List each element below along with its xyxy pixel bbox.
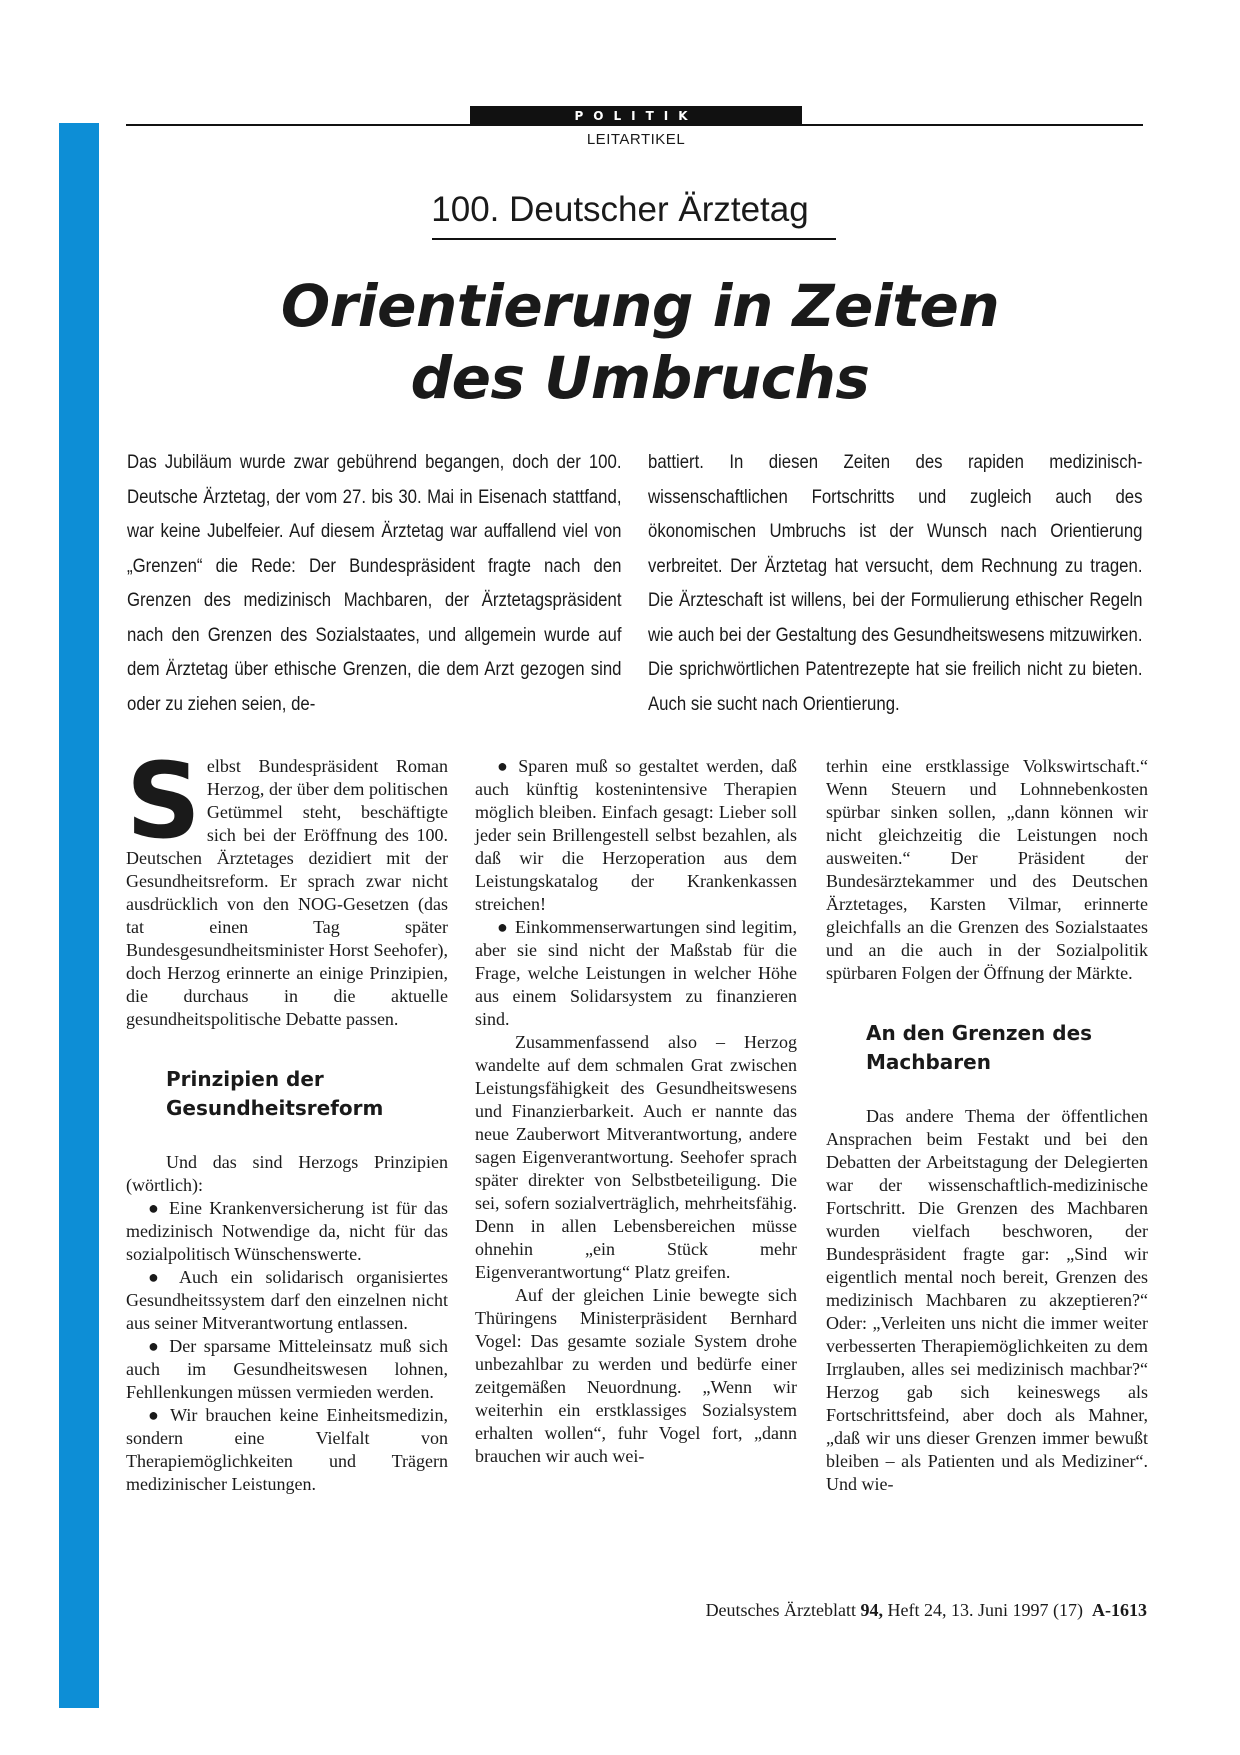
subsection-label: LEITARTIKEL: [586, 131, 686, 148]
paragraph: Das andere Thema der öffentlichen Ansprachen beim Festakt und bei den Debatten der Arbeitstagung der Delegierten war der wissenschaftlich-medizinische Fortschritt. Die Grenzen des Machbaren wurden vielfach beschworen, der Bundespräsident fragte gar: „Sind wir eigentlich mental noch bereit, Grenzen des medizinisch Machbaren zu akzeptieren?“ Oder: „Verleiten uns nicht die immer weiter verbesserten Therapiemöglichkeiten zu dem Irrglauben, alles sei medizinisch machbar?“ Herzog gab sich keineswegs als Fortschrittsfeind, aber doch als Mahner, „daß wir uns dieser Grenzen immer bewußt bleiben – als Patienten und als Mediziner“. Und wie-: [826, 1106, 1148, 1494]
bullet-item: ● Auch ein solidarisch organisiertes Gesundheitssystem darf den einzelnen nicht aus seiner Mitverantwortung entlassen.: [126, 1267, 448, 1333]
headline-line-1: Orientierung in Zeiten: [280, 272, 1000, 340]
paragraph: terhin eine erstklassige Volkswirtschaft.“ Wenn Steuern und Lohnnebenkosten spürbar sinken sollen, „dann können wir nicht gleichzeitig die Leistungen noch ausweiten.“ Der Präsident der Bundesärztekammer und des Deutschen Ärztetages, Karsten Vilmar, erinnerte gleichfalls an die Grenzen des Sozialstaates und an die auch in der Sozialpolitik spürbaren Folgen der Öffnung der Märkte.: [826, 756, 1148, 983]
section-rubric: POLITIK: [470, 106, 802, 126]
bullet-item: ● Einkommenserwartungen sind legitim, aber sie sind nicht der Maßstab für die Frage, welche Leistungen in welcher Höhe aus einem Solidarsystem zu finanzieren sind.: [475, 917, 797, 1029]
lead-column-2: battiert. In diesen Zeiten des rapiden medizinisch-wissenschaftlichen Fortschritts und zugleich auch des ökonomischen Umbruchs ist der Wunsch nach Orientierung verbreitet. Der Ärztetag hat versucht, dem Rechnung zu tragen. Die Ärzteschaft ist willens, bei der Formulierung ethischer Regeln wie auch bei der Gestaltung des Gesundheitswesens mitzuwirken. Die sprichwörtlichen Patentrezepte hat sie freilich nicht zu bieten. Auch sie sucht nach Orientierung.: [648, 451, 1143, 715]
page-footer: [706, 1600, 1147, 1621]
subheading-principles: Prinzipien der Gesundheitsreform: [166, 1067, 384, 1120]
kicker-title: 100. Deutscher Ärztetag: [431, 190, 809, 229]
journal-name: Deutsches Ärzteblatt: [705, 1600, 857, 1620]
body-column-1: [126, 740, 448, 1496]
body-column-3: [826, 755, 1148, 1496]
issue-info: Heft 24, 13. Juni 1997 (17): [887, 1600, 1083, 1620]
bullet-item: ● Wir brauchen keine Einheitsmedizin, sondern eine Vielfalt von Therapiemöglichkeiten und Trägern medizinischer Leistungen.: [126, 1405, 448, 1494]
drop-cap: S: [126, 740, 201, 862]
opening-text: elbst Bundespräsident Roman Herzog, der über dem politischen Getümmel steht, beschäftigte sich bei der Eröffnung des 100. Deutschen Ärztetages dezidiert mit der Gesundheitsreform. Er sprach zwar nicht ausdrücklich von den NOG-Gesetzen (das tat einen Tag später Bundesgesundheitsminister Horst Seehofer), doch Herzog erinnerte an einige Prinzipien, die durchaus in die aktuelle gesundheitspolitische Debatte passen.: [126, 756, 448, 1029]
bullet-item: ● Der sparsame Mitteleinsatz muß sich auch im Gesundheitswesen lohnen, Fehllenkungen müssen vermieden werden.: [126, 1336, 448, 1402]
volume-number: 94,: [860, 1600, 884, 1620]
bullet-item: ● Sparen muß so gestaltet werden, daß auch künftig kostenintensive Therapien möglich bleiben. Einfach gesagt: Lieber soll jeder sein Brillengestell selbst bezahlen, als daß wir die Herzoperation aus dem Leistungskatalog der Krankenkassen streichen!: [475, 756, 797, 914]
kicker-underline: [432, 238, 836, 240]
opening-paragraph: [126, 740, 448, 1031]
paragraph: Auf der gleichen Linie bewegte sich Thüringens Ministerpräsident Bernhard Vogel: Das gesamte soziale System drohe unbezahlbar zu werden und bedürfe einer zeitgemäßen Neuordnung. „Wenn wir weiterhin ein erstklassiges Sozialsystem erhalten wollen“, fuhr Vogel fort, „dann brauchen wir auch wei-: [475, 1285, 797, 1466]
lead-column-1: Das Jubiläum wurde zwar gebührend begangen, doch der 100. Deutsche Ärztetag, der vom 27. bis 30. Mai in Eisenach stattfand, war keine Jubelfeier. Auf diesem Ärztetag war auffallend viel von „Grenzen“ die Rede: Der Bundespräsident fragte nach den Grenzen des medizinisch Machbaren, der Ärztetagspräsident nach den Grenzen des Sozialstaates, und allgemein wurde auf dem Ärztetag über ethische Grenzen, die dem Arzt gezogen sind oder zu ziehen seien, de-: [127, 451, 622, 715]
paragraph: Und das sind Herzogs Prinzipien (wörtlich):: [126, 1152, 448, 1195]
bullet-item: ● Eine Krankenversicherung ist für das medizinisch Notwendige da, nicht für das sozialpolitisch Wünschenswerte.: [126, 1198, 448, 1264]
blue-sidebar-bar: [59, 123, 99, 1708]
body-column-2: [475, 755, 797, 1468]
headline-line-2: des Umbruchs: [410, 344, 870, 412]
rubric-rule: [126, 124, 1143, 126]
paragraph: Zusammenfassend also – Herzog wandelte auf dem schmalen Grat zwischen Leistungsfähigkeit des Gesundheitswesens und Finanzierbarkeit. Auch er nannte das neue Zauberwort Mitverantwortung, andere sagen Eigenverantwortung. Seehofer sprach später direkter von Selbstbeteiligung. Die sei, sofern sozialverträglich, mehrheitsfähig. Denn in allen Lebensbereichen müsse ohnehin „ein Stück mehr Eigenverantwortung“ Platz greifen.: [475, 1032, 797, 1282]
subheading-limits: An den Grenzen des Machbaren: [866, 1021, 1093, 1074]
headline: [200, 270, 1080, 414]
page-number: A-1613: [1092, 1600, 1147, 1620]
